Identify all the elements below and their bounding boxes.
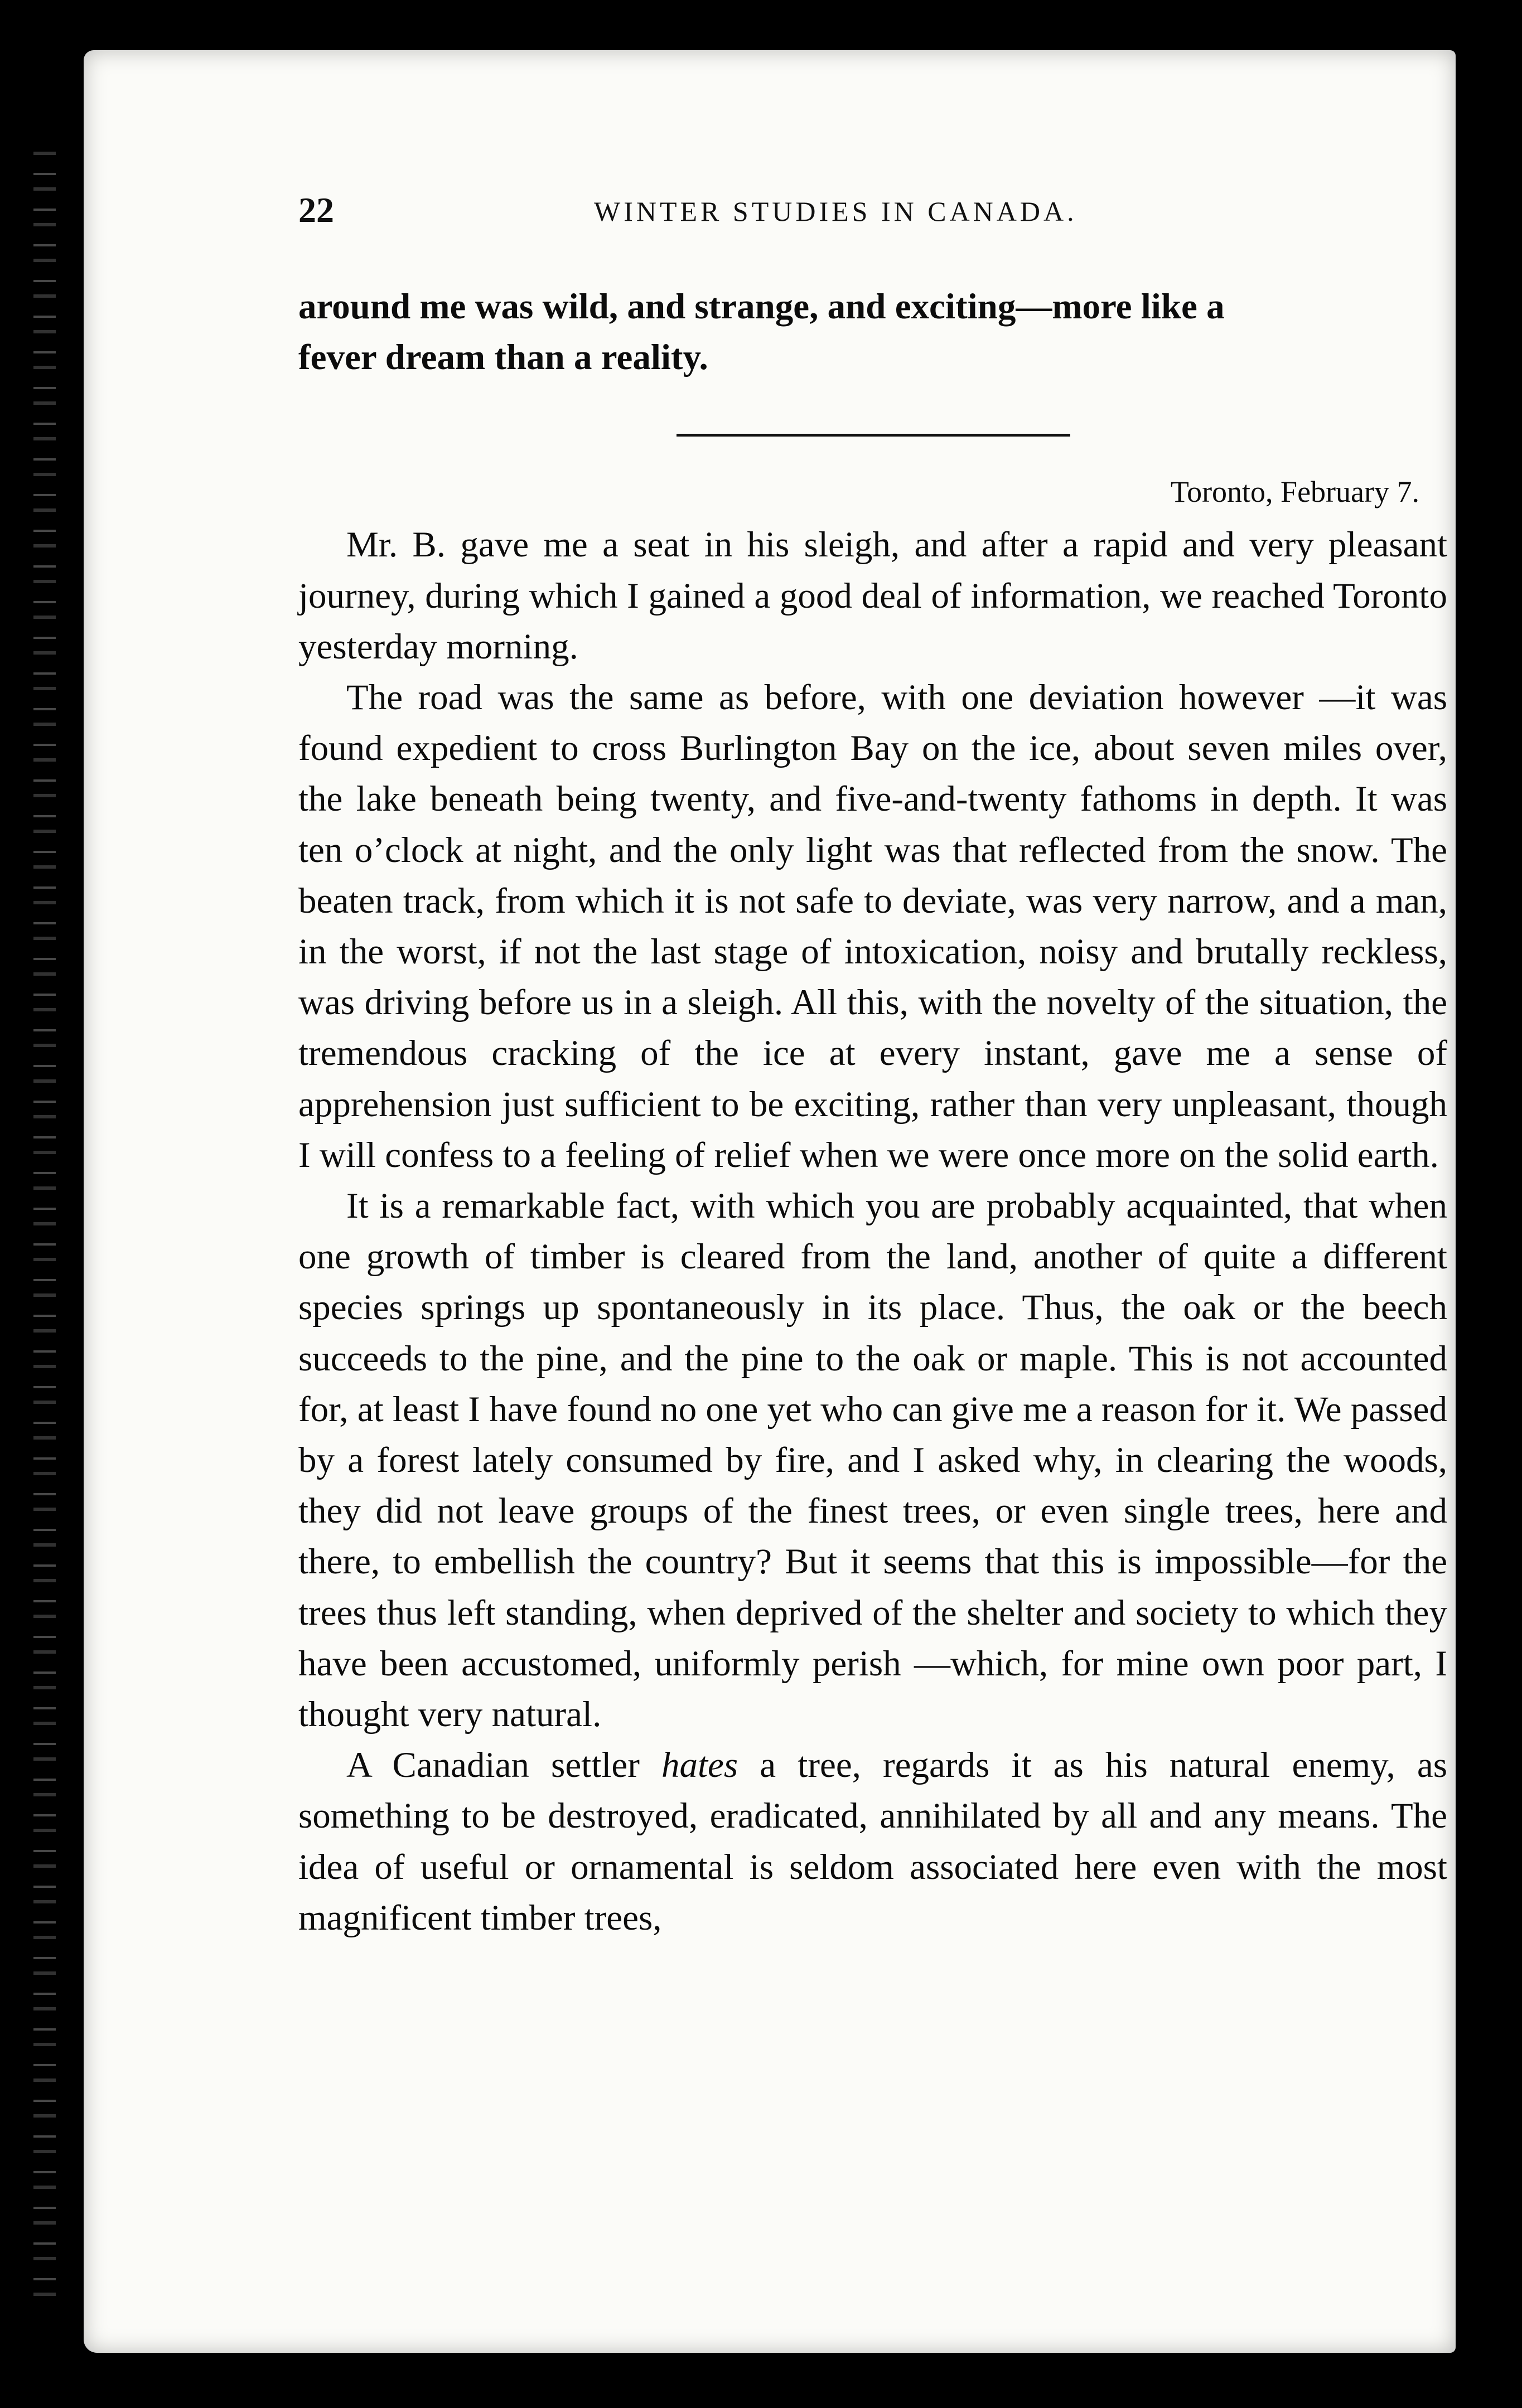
page-number: 22 (298, 190, 334, 230)
paragraph-2: The road was the same as before, with one deviation however —it was found expedient to cross Burlington Bay on the ice, about seven miles over, the lake beneath being twenty, and five-and-twenty fathoms in depth. It was ten o’clock at night, and the only light was that reflected from the snow. The beaten track, from which it is not safe to deviate, was very narrow, and a man, in the worst, if not the last stage of intoxication, noisy and brutally reckless, was driving before us in a sleigh. All this, with the novelty of the situation, the tremendous cracking of the ice at every instant, gave me a sense of apprehension just sufficient to be exciting, rather than very unpleasant, though I will confess to a feeling of relief when we were once more on the solid earth. (298, 677, 1447, 1175)
paragraph-3: It is a remarkable fact, with which you are probably acquainted, that when one growth of timber is cleared from the land, another of quite a different species springs up spontaneously in its place. Thus, the oak or the beech succeeds to the pine, and the pine to the oak or maple. This is not accounted for, at least I have found no one yet who can give me a reason for it. We passed by a forest lately consumed by fire, and I asked why, in clearing the woods, they did not leave groups of the finest trees, or even single trees, here and there, to embellish the country? But it seems that this is impossible—for the trees thus left standing, when deprived of the shelter and society to which they have been accustomed, uniformly perish —which, for mine own poor part, I thought very natural. (298, 1186, 1447, 1735)
paragraph-4 (298, 1740, 1447, 1944)
section-divider (298, 383, 1447, 464)
paragraph-4-start: A Canadian settler (346, 1745, 661, 1786)
running-title: WINTER STUDIES IN CANADA. (594, 196, 1078, 227)
paragraph-4-rest: a tree, regards it as his natural enemy, as something to be destroyed, eradicated, annihilated by all and any means. The idea of useful or ornamental is seldom associated here even with the most magnificent timber trees, (298, 1745, 1447, 1938)
italic-word: hates (661, 1745, 738, 1786)
book-spine-shadow (33, 139, 56, 2314)
paragraph-1: Mr. B. gave me a seat in his sleigh, and after a rapid and very pleasant journey, during which I gained a good deal of information, we reached Toronto yesterday morning. (298, 525, 1447, 667)
running-head (298, 190, 1447, 240)
opening-line-1: around me was wild, and strange, and exciting—more like a (298, 287, 1225, 327)
dateline: Toronto, February 7. (1170, 475, 1419, 509)
divider-rule (677, 434, 1070, 437)
page-text (298, 282, 1447, 1944)
opening-line-2: fever dream than a reality. (298, 337, 708, 378)
